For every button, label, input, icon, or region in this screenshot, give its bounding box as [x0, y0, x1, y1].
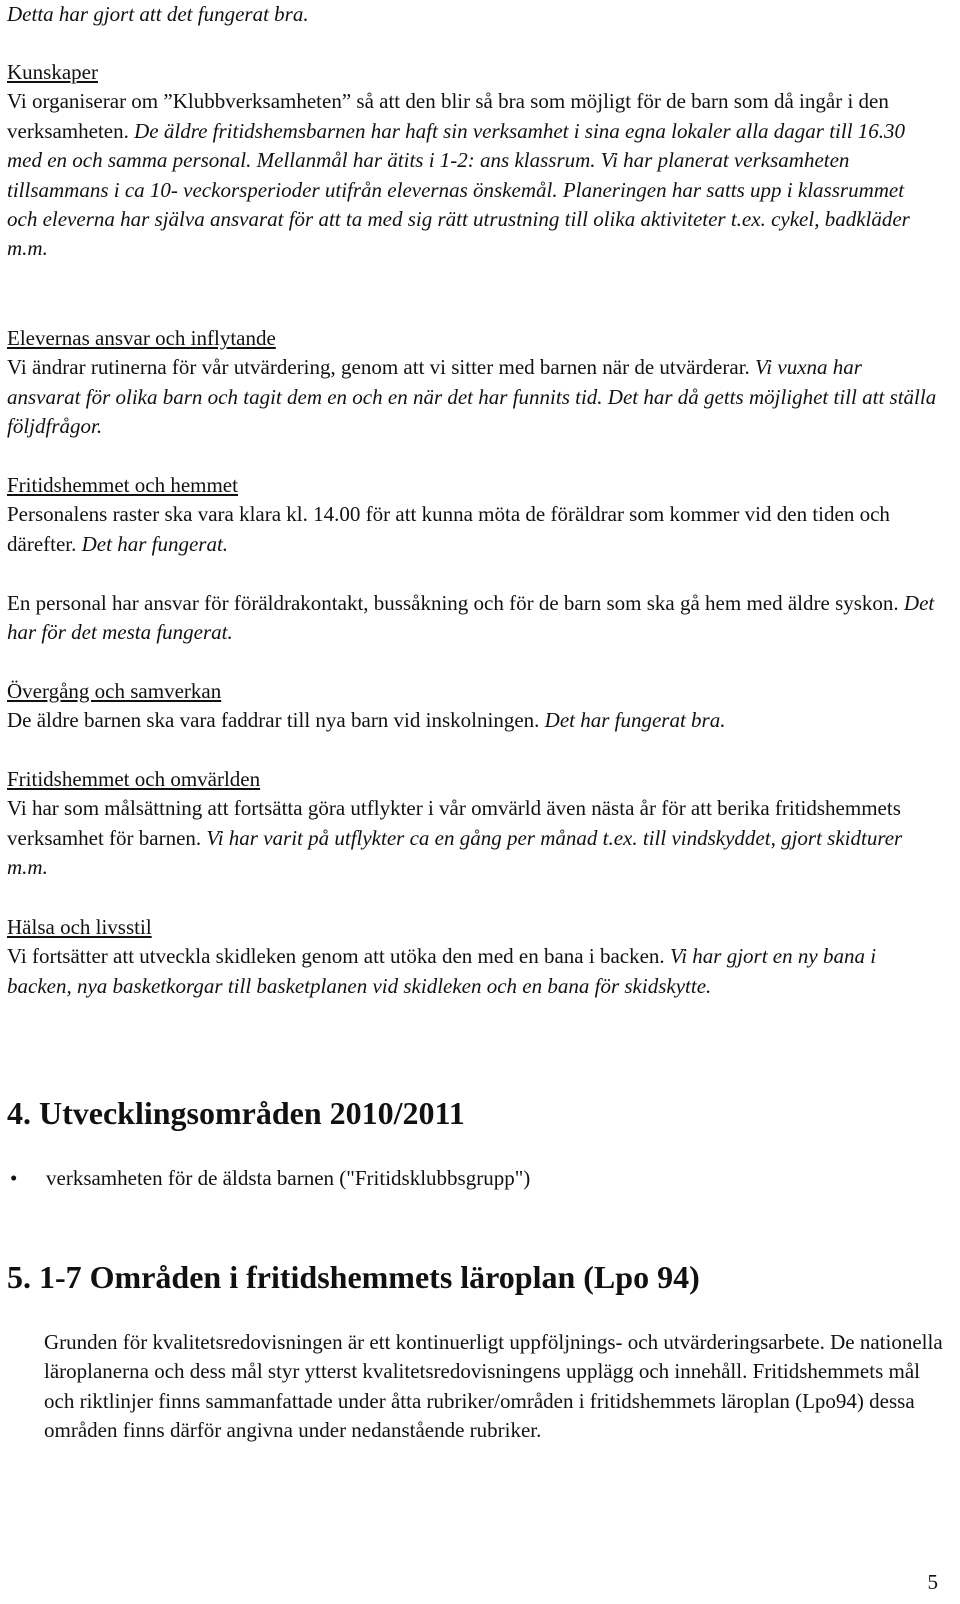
text-normal: En personal har ansvar för föräldrakontakt, bussåkning och för de barn som ska gå hem med äldre syskon. [7, 591, 899, 615]
heading-utvecklingsomraden: 4. Utvecklingsområden 2010/2011 [7, 1095, 465, 1131]
text-normal: Vi har som målsättning att fortsätta göra utflykter i vår omvärld även nästa år för att berika fritidshemmets verksamhet för barnen. [7, 796, 901, 850]
heading-omraden-laroplan: 5. 1-7 Områden i fritidshemmets läroplan (Lpo 94) [7, 1259, 700, 1295]
text-italic: Vi vuxna har ansvarat för olika barn och tagit dem en och en när det har funnits tid. Det har då getts möjlighet till att ställa följdfrågor. [7, 355, 937, 439]
text-normal: Personalens raster ska vara klara kl. 14.00 för att kunna möta de föräldrar som kommer vid den tiden och därefter. [7, 502, 890, 556]
text-normal: Vi ändrar rutinerna för vår utvärdering, genom att vi sitter med barnen när de utvärderar. [7, 355, 750, 380]
text-italic: Vi har gjort en ny bana i backen, nya basketkorgar till basketplanen vid skidleken och en bana för skidskytte. [7, 944, 877, 998]
paragraph-hemmet [7, 500, 937, 559]
intro-line: Detta har gjort att det fungerat bra. [7, 2, 309, 26]
bullet-text: verksamheten för de äldsta barnen ("Fritidsklubbsgrupp") [46, 1166, 531, 1190]
paragraph-personal [7, 589, 937, 648]
paragraph-elevernas [7, 353, 937, 441]
section-personal [7, 589, 937, 648]
heading-omvarlden: Fritidshemmet och omvärlden [7, 767, 261, 791]
section-halsa [7, 913, 937, 1001]
paragraph-omvarlden [7, 794, 937, 882]
text-italic: Det har för det mesta fungerat. [7, 591, 935, 645]
heading-overgang: Övergång och samverkan [7, 679, 222, 703]
section-omvarlden [7, 765, 937, 883]
text-normal: De äldre barnen ska vara faddrar till nya barn vid inskolningen. [7, 708, 540, 733]
paragraph-kunskaper [7, 87, 937, 263]
text-normal: Vi fortsätter att utveckla skidleken genom att utöka den med en bana i backen. [7, 944, 665, 969]
heading-hemmet: Fritidshemmet och hemmet [7, 473, 238, 497]
text-italic: Det har fungerat bra. [544, 708, 726, 733]
text-italic: Vi har varit på utflykter ca en gång per månad t.ex. till vindskyddet, gjort skidturer m.m. [7, 825, 903, 880]
paragraph-overgang [7, 706, 937, 735]
heading-halsa: Hälsa och livsstil [7, 915, 152, 939]
paragraph-grunden: Grunden för kvalitetsredovisningen är ett kontinuerligt uppföljnings- och utvärderingsarbete. De nationella läroplanerna och dess mål styr ytterst kvalitetsredovisningens upplägg och innehåll. Fritidshemmets mål och riktlinjer finns sammanfattade under åtta rubriker/områden i fritidshemmets läroplan (Lpo94) dessa områden finns därför angivna under nedanstående rubriker. [44, 1330, 943, 1443]
heading-elevernas: Elevernas ansvar och inflytande [7, 326, 276, 350]
section-kunskaper [7, 58, 937, 264]
section-elevernas [7, 324, 937, 442]
page-number: 5 [927, 1570, 938, 1594]
section-overgang [7, 677, 937, 736]
bullet-icon: • [10, 1166, 18, 1190]
text-italic: Det har fungerat. [81, 531, 229, 556]
text-normal: Vi organiserar om ”Klubbverksamheten” så att den blir så bra som möjligt för de barn som då ingår i den verksamheten. [7, 89, 889, 143]
paragraph-halsa [7, 942, 937, 1001]
heading-kunskaper: Kunskaper [7, 60, 98, 84]
section-hemmet [7, 471, 937, 559]
text-italic: De äldre fritidshemsbarnen har haft sin verksamhet i sina egna lokaler alla dagar till 16.30 med en och samma personal. Mellanmål har ätits i 1-2: ans klassrum. Vi har planerat verksamheten tillsammans i ca 10- veckorsperioder utifrån elevernas önskemål. Planeringen har satts upp i klassrummet och eleverna har själva ansvarat för att ta med sig rätt utrustning till olika aktiviteter t.ex. cykel, badkläder m.m. [7, 118, 910, 261]
